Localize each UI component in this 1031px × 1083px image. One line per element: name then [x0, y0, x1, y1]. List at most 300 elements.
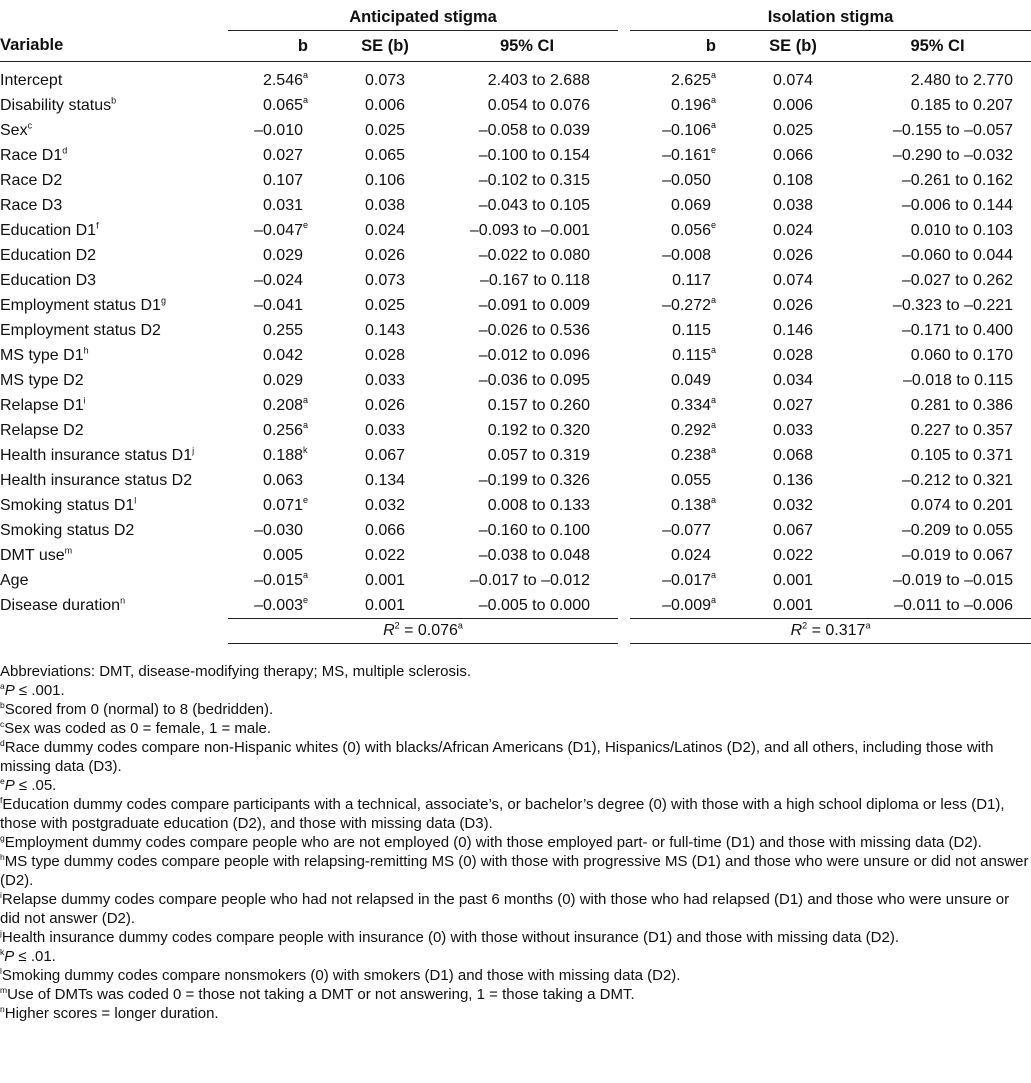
anticipated-b-cell: [228, 343, 334, 368]
variable-cell: [0, 593, 228, 619]
anticipated-b-cell: [228, 168, 334, 193]
anticipated-ci-cell: 2.403 to 2.688: [487, 71, 590, 89]
table-row: [0, 218, 1031, 243]
isolation-se-cell: 0.108: [772, 171, 814, 189]
variable-footnote-marker: f: [96, 220, 99, 231]
column-header-gap: [618, 31, 630, 62]
footnote-text: ≤ .05.: [14, 777, 57, 794]
column-header-se: SE (b): [334, 31, 436, 62]
footnote-text: Relapse dummy codes compare people who had not relapsed in the past 6 months (0) with those who had relapsed (D1) and those who were unsure or did not answer (D2).: [0, 891, 1010, 927]
anticipated-b-value: 2.546: [262, 71, 303, 89]
column-gap: [618, 418, 630, 443]
isolation-b-value: –0.272: [662, 296, 711, 314]
isolation-b-cell: [630, 468, 742, 493]
variable-cell: [0, 368, 228, 393]
isolation-b-cell: –0.017$^a$: [662, 570, 717, 589]
footnote-text: MS type dummy codes compare people with relapsing-remitting MS (0) with those with progressive MS (D1) and those who were unsure or did not answer (D2).: [0, 853, 1029, 889]
column-gap: [618, 268, 630, 293]
anticipated-b-value: –0.041: [254, 296, 303, 314]
variable-cell: [0, 193, 228, 218]
isolation-b-value: 0.056: [670, 221, 711, 239]
table-row: [0, 268, 1031, 293]
r-squared-isolation: [630, 619, 1031, 644]
variable-label: Education D3: [0, 271, 97, 289]
variable-cell: [0, 393, 228, 418]
footnote-text: Sex was coded as 0 = female, 1 = male.: [4, 720, 272, 737]
variable-label: MS type D1: [0, 346, 84, 364]
column-gap: [618, 93, 630, 118]
variable-label: Health insurance status D1: [0, 446, 193, 464]
column-gap: [618, 493, 630, 518]
footnote: [0, 833, 1031, 852]
footnote: [0, 852, 1031, 890]
table-row: [0, 593, 1031, 619]
anticipated-b-value: 0.042: [262, 346, 303, 364]
r-squared-symbol: R: [383, 622, 395, 639]
isolation-se-cell: 0.033: [772, 421, 814, 439]
variable-label: Health insurance status D2: [0, 471, 193, 489]
anticipated-b-value: 0.071: [262, 496, 303, 514]
variable-cell: [0, 93, 228, 118]
anticipated-b-cell: –0.003e: [254, 595, 309, 614]
isolation-se-cell: 0.066: [772, 146, 814, 164]
anticipated-se-cell: 0.038: [364, 196, 406, 214]
isolation-b-cell: 2.625$^a$: [670, 70, 717, 89]
isolation-b-cell: 0.196$^a$: [670, 95, 717, 114]
footnote-text: Employment dummy codes compare people who are not employed (0) with those employed part- or full-time (D1) and those with missing data (D2).: [4, 834, 982, 851]
footnote: [0, 681, 1031, 700]
table-row: [0, 118, 1031, 143]
footnote: [0, 738, 1031, 776]
anticipated-ci-cell: –0.026 to 0.536: [478, 321, 590, 339]
table-row: [0, 468, 1031, 493]
table-row: [0, 143, 1031, 168]
column-gap: [618, 218, 630, 243]
footnote: [0, 890, 1031, 928]
anticipated-se-cell: 0.073: [364, 271, 406, 289]
anticipated-ci-cell: –0.102 to 0.315: [478, 171, 590, 189]
column-gap: [618, 543, 630, 568]
footnote-marker: l: [0, 966, 2, 976]
isolation-b-value: –0.161: [662, 146, 711, 164]
variable-footnote-marker: l: [134, 495, 137, 506]
isolation-b-cell: [630, 368, 742, 393]
isolation-ci-cell: –0.019 to –0.015: [892, 571, 1014, 589]
table-row: [0, 518, 1031, 543]
anticipated-b-value: –0.010: [254, 121, 303, 139]
anticipated-se-cell: 0.025: [364, 121, 406, 139]
isolation-b-cell: [630, 168, 742, 193]
isolation-b-value: 0.024: [670, 546, 711, 564]
column-header-se: SE (b): [742, 31, 844, 62]
anticipated-b-value: 0.063: [262, 471, 303, 489]
variable-label: Age: [0, 571, 29, 589]
isolation-b-cell: [630, 543, 742, 568]
anticipated-b-value: –0.003: [254, 596, 303, 614]
anticipated-se-cell: 0.028: [364, 346, 406, 364]
variable-footnote-marker: c: [27, 120, 33, 131]
anticipated-b-cell: [228, 268, 334, 293]
footnote-text: Use of DMTs was coded 0 = those not taking a DMT or not answering, 1 = those taking a DMT.: [7, 986, 635, 1003]
anticipated-b-cell: 0.065$^a$: [262, 95, 309, 114]
table-row: [0, 318, 1031, 343]
variable-label: Education D1: [0, 221, 97, 239]
anticipated-b-cell: [228, 318, 334, 343]
isolation-se-cell: 0.074: [772, 271, 814, 289]
column-gap: [618, 293, 630, 318]
isolation-se-cell: 0.067: [772, 521, 814, 539]
column-gap: [618, 368, 630, 393]
isolation-se-cell: 0.146: [772, 321, 814, 339]
footnote-marker: m: [0, 985, 8, 995]
isolation-se-cell: 0.027: [772, 396, 814, 414]
footnote: [0, 795, 1031, 833]
footnote: [0, 947, 1031, 966]
footnote-text: ≤ .001.: [14, 682, 65, 699]
isolation-b-value: 0.049: [670, 371, 711, 389]
column-gap: [618, 568, 630, 593]
footnote-marker: a: [0, 681, 5, 691]
anticipated-ci-cell: 0.057 to 0.319: [487, 446, 590, 464]
column-header-ci: 95% CI: [844, 31, 1031, 62]
anticipated-b-cell: 2.546$^a$: [262, 70, 309, 89]
anticipated-ci-cell: 0.054 to 0.076: [487, 96, 590, 114]
anticipated-b-cell: [228, 368, 334, 393]
footnote-marker: d: [0, 738, 5, 748]
column-gap: [618, 118, 630, 143]
isolation-ci-cell: –0.018 to 0.115: [903, 371, 1014, 389]
isolation-b-cell: 0.056e: [670, 220, 717, 239]
anticipated-b-cell: [228, 293, 334, 318]
variable-cell: [0, 493, 228, 518]
isolation-ci-cell: –0.171 to 0.400: [901, 321, 1014, 339]
isolation-se-cell: 0.001: [772, 596, 814, 614]
anticipated-ci-cell: 0.008 to 0.133: [487, 496, 590, 514]
anticipated-ci-cell: –0.036 to 0.095: [478, 371, 590, 389]
isolation-ci-cell: 0.010 to 0.103: [910, 221, 1014, 239]
column-gap: [618, 593, 630, 619]
anticipated-se-cell: 0.024: [364, 221, 406, 239]
group-header-empty: [0, 4, 228, 31]
isolation-se-cell: 0.006: [772, 96, 814, 114]
isolation-se-cell: 0.028: [772, 346, 814, 364]
table-body: [0, 62, 1031, 619]
footnote: [0, 966, 1031, 985]
isolation-b-cell: –0.009$^a$: [662, 595, 717, 614]
anticipated-b-cell: –0.047e: [254, 220, 309, 239]
anticipated-b-cell: [228, 518, 334, 543]
r-squared-footnote: a: [865, 620, 871, 631]
column-gap: [618, 143, 630, 168]
anticipated-se-cell: 0.033: [364, 371, 406, 389]
footnote: [0, 776, 1031, 795]
column-header-variable: Variable: [0, 31, 228, 62]
footnote-text: Higher scores = longer duration.: [4, 1005, 219, 1022]
variable-label: Intercept: [0, 71, 63, 89]
isolation-se-cell: 0.024: [772, 221, 814, 239]
isolation-ci-cell: 0.074 to 0.201: [910, 496, 1014, 514]
r-squared-value: = 0.076: [399, 622, 458, 639]
column-header-b: b: [630, 31, 742, 62]
footnote-text: Scored from 0 (normal) to 8 (bedridden).: [4, 701, 274, 718]
variable-cell: [0, 293, 228, 318]
variable-label: Disease duration: [0, 596, 121, 614]
isolation-se-cell: 0.001: [772, 571, 814, 589]
anticipated-b-cell: –0.015$^a$: [254, 570, 309, 589]
variable-footnote-marker: m: [64, 545, 73, 556]
anticipated-b-value: 0.031: [262, 196, 303, 214]
anticipated-b-value: 0.107: [262, 171, 303, 189]
anticipated-ci-cell: –0.022 to 0.080: [478, 246, 590, 264]
anticipated-b-value: 0.029: [262, 246, 303, 264]
anticipated-se-cell: 0.001: [364, 596, 406, 614]
anticipated-se-cell: 0.106: [364, 171, 406, 189]
isolation-b-cell: 0.292$^a$: [670, 420, 717, 439]
group-header-row: [0, 4, 1031, 31]
variable-label: Race D1: [0, 146, 63, 164]
table-row: [0, 493, 1031, 518]
regression-table: [0, 4, 1031, 644]
column-header-ci: 95% CI: [436, 31, 618, 62]
isolation-b-value: –0.106: [662, 121, 711, 139]
table-row: [0, 443, 1031, 468]
anticipated-ci-cell: –0.012 to 0.096: [478, 346, 590, 364]
table-row: [0, 568, 1031, 593]
anticipated-ci-cell: 0.192 to 0.320: [487, 421, 590, 439]
isolation-b-cell: [630, 193, 742, 218]
column-gap: [618, 393, 630, 418]
anticipated-se-cell: 0.001: [364, 571, 406, 589]
isolation-b-value: 0.138: [670, 496, 711, 514]
variable-label: DMT use: [0, 546, 65, 564]
anticipated-se-cell: 0.066: [364, 521, 406, 539]
footnote: [0, 985, 1031, 1004]
isolation-b-value: 0.334: [670, 396, 711, 414]
anticipated-ci-cell: 0.157 to 0.260: [487, 396, 590, 414]
footnote-text: Smoking dummy codes compare nonsmokers (0) with smokers (D1) and those with missing data (D2).: [1, 967, 681, 984]
table-row: [0, 368, 1031, 393]
r-squared-value: = 0.317: [807, 622, 866, 639]
isolation-se-cell: 0.034: [772, 371, 814, 389]
variable-cell: [0, 543, 228, 568]
isolation-b-cell: –0.106$^a$: [662, 120, 717, 139]
anticipated-se-cell: 0.065: [364, 146, 406, 164]
isolation-se-cell: 0.026: [772, 296, 814, 314]
anticipated-b-value: –0.024: [254, 271, 303, 289]
anticipated-ci-cell: –0.017 to –0.012: [469, 571, 590, 589]
group-header-anticipated: Anticipated stigma: [228, 4, 618, 31]
variable-cell: [0, 518, 228, 543]
anticipated-b-cell: [228, 243, 334, 268]
isolation-ci-cell: –0.209 to 0.055: [901, 521, 1014, 539]
r-squared-gap: [618, 619, 630, 644]
footnote-italic: P: [4, 777, 15, 794]
isolation-b-cell: 0.115$^a$: [672, 345, 717, 364]
anticipated-se-cell: 0.073: [364, 71, 406, 89]
anticipated-b-cell: 0.208$^a$: [262, 395, 309, 414]
table-row: [0, 293, 1031, 318]
variable-cell: [0, 143, 228, 168]
anticipated-ci-cell: –0.038 to 0.048: [478, 546, 590, 564]
variable-label: Race D2: [0, 171, 63, 189]
table-row: [0, 243, 1031, 268]
anticipated-ci-cell: –0.093 to –0.001: [469, 221, 590, 239]
footnote-marker: f: [0, 795, 3, 805]
isolation-ci-cell: –0.019 to 0.067: [901, 546, 1014, 564]
anticipated-b-value: 0.029: [262, 371, 303, 389]
table-row: [0, 93, 1031, 118]
anticipated-ci-cell: –0.058 to 0.039: [478, 121, 590, 139]
group-header-isolation: Isolation stigma: [630, 4, 1031, 31]
column-gap: [618, 243, 630, 268]
anticipated-ci-cell: –0.199 to 0.326: [478, 471, 590, 489]
isolation-ci-cell: –0.027 to 0.262: [901, 271, 1014, 289]
footnote-text: Abbreviations: DMT, disease-modifying therapy; MS, multiple sclerosis.: [0, 663, 472, 680]
column-gap: [618, 468, 630, 493]
variable-label: Relapse D2: [0, 421, 84, 439]
isolation-ci-cell: –0.212 to 0.321: [901, 471, 1014, 489]
anticipated-se-cell: 0.025: [364, 296, 406, 314]
isolation-ci-cell: 2.480 to 2.770: [910, 71, 1014, 89]
isolation-b-cell: [630, 518, 742, 543]
anticipated-b-cell: [228, 468, 334, 493]
isolation-ci-cell: –0.290 to –0.032: [892, 146, 1014, 164]
table-row: [0, 168, 1031, 193]
footnote-marker: i: [0, 890, 2, 900]
isolation-b-cell: 0.334$^a$: [670, 395, 717, 414]
anticipated-b-value: 0.208: [262, 396, 303, 414]
variable-cell: [0, 443, 228, 468]
isolation-ci-cell: 0.227 to 0.357: [910, 421, 1014, 439]
variable-footnote-marker: b: [111, 95, 117, 106]
anticipated-b-cell: [228, 143, 334, 168]
column-gap: [618, 518, 630, 543]
variable-label: Smoking status D2: [0, 521, 135, 539]
anticipated-se-cell: 0.143: [364, 321, 406, 339]
anticipated-se-cell: 0.134: [364, 471, 406, 489]
column-gap: [618, 443, 630, 468]
variable-cell: [0, 418, 228, 443]
isolation-b-cell: –0.272$^a$: [662, 295, 717, 314]
isolation-ci-cell: 0.060 to 0.170: [910, 346, 1014, 364]
isolation-b-cell: [630, 268, 742, 293]
isolation-b-value: –0.050: [662, 171, 711, 189]
footnote-marker: j: [0, 928, 2, 938]
variable-cell: [0, 168, 228, 193]
isolation-b-cell: 0.138$^a$: [670, 495, 717, 514]
table-row: [0, 543, 1031, 568]
variable-label: Employment status D1: [0, 296, 161, 314]
isolation-b-value: –0.017: [662, 571, 711, 589]
anticipated-ci-cell: –0.005 to 0.000: [478, 596, 590, 614]
anticipated-b-cell: 0.071e: [262, 495, 309, 514]
anticipated-b-value: –0.047: [254, 221, 303, 239]
isolation-b-cell: 0.238$^a$: [670, 445, 717, 464]
footnote: [0, 719, 1031, 738]
variable-cell: [0, 243, 228, 268]
column-header-b: b: [228, 31, 334, 62]
anticipated-ci-cell: –0.167 to 0.118: [479, 271, 590, 289]
footnote-marker: n: [0, 1004, 5, 1014]
table-row: [0, 193, 1031, 218]
isolation-ci-cell: –0.155 to –0.057: [892, 121, 1014, 139]
variable-cell: [0, 62, 228, 94]
anticipated-b-value: 0.027: [262, 146, 303, 164]
isolation-b-cell: [630, 243, 742, 268]
footnote-marker: k: [0, 947, 5, 957]
isolation-b-value: 0.238: [670, 446, 711, 464]
table-row: [0, 62, 1031, 94]
footnote-marker: c: [0, 719, 5, 729]
footnote: [0, 662, 1031, 681]
anticipated-se-cell: 0.022: [364, 546, 406, 564]
footnote-italic: P: [4, 682, 15, 699]
group-header-gap: [618, 4, 630, 31]
r-squared-anticipated: [228, 619, 618, 644]
footnote-text: Education dummy codes compare participants with a technical, associate’s, or bachelor’s degree (0) with those with a high school diploma or less (D1), those with postgraduate education (D2), and those with missing data (D3).: [0, 796, 1005, 832]
footnote-marker: h: [0, 852, 5, 862]
footnote: [0, 1004, 1031, 1023]
anticipated-b-cell: 0.188$^k$: [262, 445, 308, 464]
isolation-se-cell: 0.038: [772, 196, 814, 214]
r-squared-footnote: a: [457, 620, 463, 631]
r-squared-row: [0, 619, 1031, 644]
footnote-marker: g: [0, 833, 5, 843]
table-row: [0, 418, 1031, 443]
isolation-b-value: 0.117: [672, 271, 711, 289]
anticipated-b-value: 0.065: [262, 96, 303, 114]
variable-cell: [0, 268, 228, 293]
variable-footnote-marker: n: [120, 595, 126, 606]
variable-cell: [0, 118, 228, 143]
isolation-se-cell: 0.068: [772, 446, 814, 464]
isolation-b-value: 0.115: [672, 346, 711, 364]
isolation-ci-cell: 0.185 to 0.207: [910, 96, 1014, 114]
isolation-se-cell: 0.074: [772, 71, 814, 89]
column-gap: [618, 343, 630, 368]
footnote-text: Race dummy codes compare non-Hispanic whites (0) with blacks/African Americans (D1), Hispanics/Latinos (D2), and all others, including those with missing data (D3).: [0, 739, 994, 775]
anticipated-ci-cell: –0.160 to 0.100: [478, 521, 590, 539]
isolation-b-value: 0.196: [670, 96, 711, 114]
isolation-b-value: 2.625: [670, 71, 711, 89]
variable-cell: [0, 318, 228, 343]
isolation-se-cell: 0.022: [772, 546, 814, 564]
table-row: [0, 393, 1031, 418]
variable-label: Education D2: [0, 246, 97, 264]
footnote-marker: b: [0, 700, 5, 710]
footnote: [0, 928, 1031, 947]
isolation-ci-cell: –0.323 to –0.221: [892, 296, 1014, 314]
anticipated-b-value: 0.256: [262, 421, 303, 439]
variable-label: Race D3: [0, 196, 63, 214]
anticipated-se-cell: 0.026: [364, 246, 406, 264]
table-footnotes: [0, 662, 1031, 1023]
r-squared-exponent: 2: [394, 620, 400, 631]
variable-cell: [0, 568, 228, 593]
variable-cell: [0, 468, 228, 493]
variable-footnote-marker: i: [83, 395, 86, 406]
anticipated-b-value: –0.015: [254, 571, 303, 589]
isolation-ci-cell: –0.011 to –0.006: [894, 596, 1014, 614]
isolation-ci-cell: 0.105 to 0.371: [910, 446, 1014, 464]
variable-footnote-marker: h: [83, 345, 89, 356]
anticipated-b-value: 0.005: [262, 546, 303, 564]
footnote-text: ≤ .01.: [14, 948, 56, 965]
anticipated-ci-cell: –0.091 to 0.009: [478, 296, 590, 314]
anticipated-b-value: 0.188: [262, 446, 303, 464]
anticipated-se-cell: 0.032: [364, 496, 406, 514]
isolation-b-value: 0.115: [672, 321, 711, 339]
